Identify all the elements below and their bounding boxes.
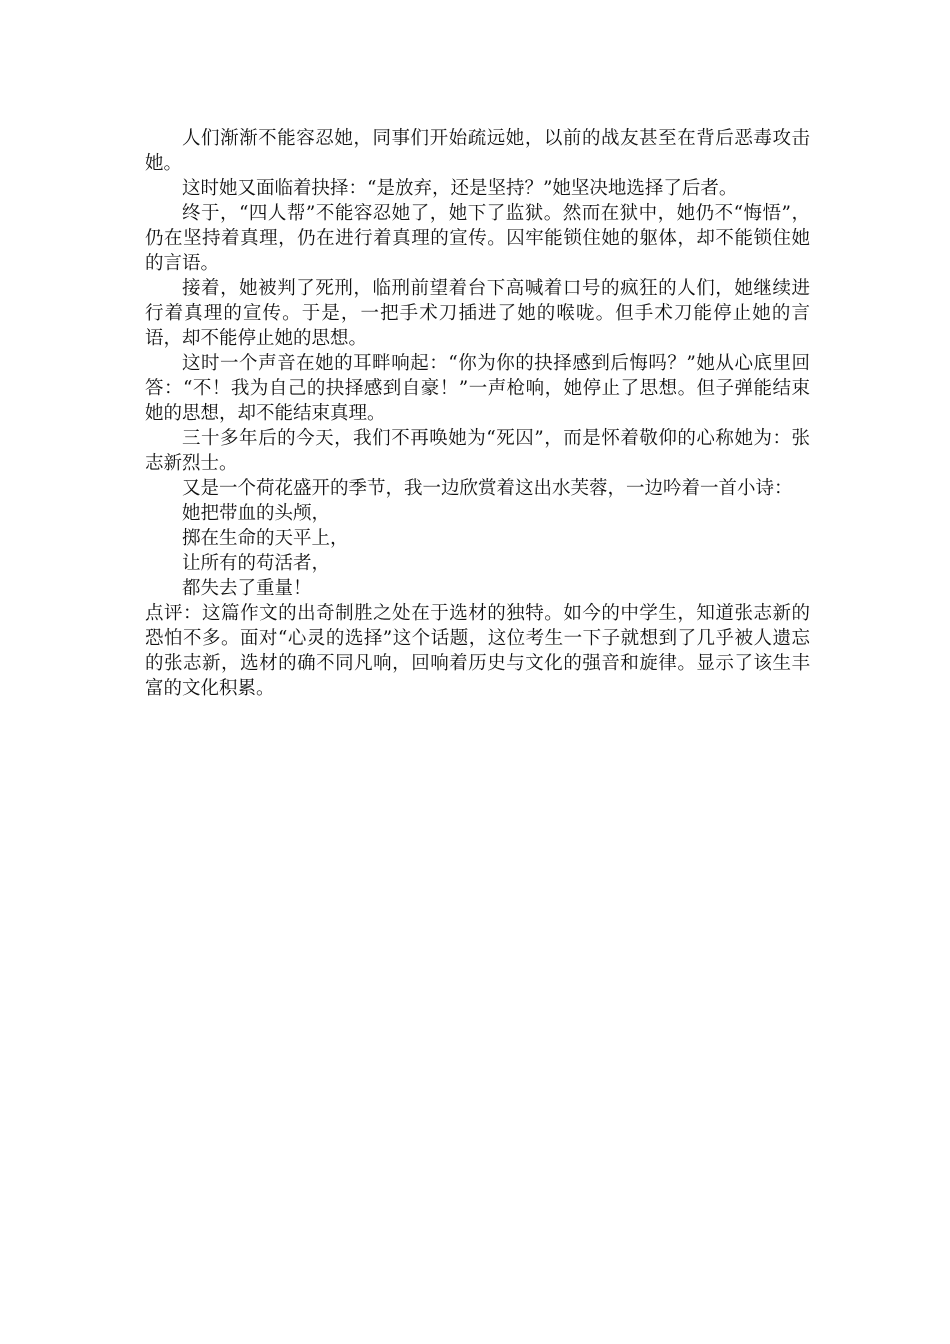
document-body — [145, 126, 810, 701]
poem-line-4: 都失去了重量！ — [182, 578, 312, 599]
teacher-comment: 点评：这篇作文的出奇制胜之处在于选材的独特。如今的中学生，知道张志新的恐怕不多。面对“心灵的选择”这个话题，这位考生一下子就想到了几乎被人遗忘的张志新，选材的确不同凡响，回响着历史与文化的强音和旋律。显示了该生丰富的文化积累。 — [145, 603, 810, 699]
poem — [145, 501, 810, 601]
paragraph-4: 接着，她被判了死刑，临刑前望着台下高喊着口号的疯狂的人们，她继续进行着真理的宣传。于是，一把手术刀插进了她的喉咙。但手术刀能停止她的言语，却不能停止她的思想。 — [145, 278, 810, 349]
paragraph-5: 这时一个声音在她的耳畔响起：“你为你的抉择感到后悔吗？”她从心底里回答：“不！我为自己的抉择感到自豪！”一声枪响，她停止了思想。但子弹能结束她的思想，却不能结束真理。 — [145, 353, 810, 424]
poem-line-1: 她把带血的头颅， — [182, 503, 331, 524]
paragraph-2: 这时她又面临着抉择：“是放弃，还是坚持？”她坚决地选择了后者。 — [182, 178, 738, 199]
poem-line-3: 让所有的苟活者， — [182, 553, 331, 574]
poem-line-2: 掷在生命的天平上， — [182, 528, 349, 549]
paragraph-3: 终于，“四人帮”不能容忍她了，她下了监狱。然而在狱中，她仍不“悔悟”，仍在坚持着真理，仍在进行着真理的宣传。囚牢能锁住她的躯体，却不能锁住她的言语。 — [145, 203, 810, 274]
paragraph-7: 又是一个荷花盛开的季节，我一边欣赏着这出水芙蓉，一边吟着一首小诗： — [182, 478, 793, 499]
paragraph-1: 人们渐渐不能容忍她，同事们开始疏远她，以前的战友甚至在背后恶毒攻击她。 — [145, 128, 810, 174]
paragraph-6: 三十多年后的今天，我们不再唤她为“死囚”，而是怀着敬仰的心称她为：张志新烈士。 — [145, 428, 810, 474]
